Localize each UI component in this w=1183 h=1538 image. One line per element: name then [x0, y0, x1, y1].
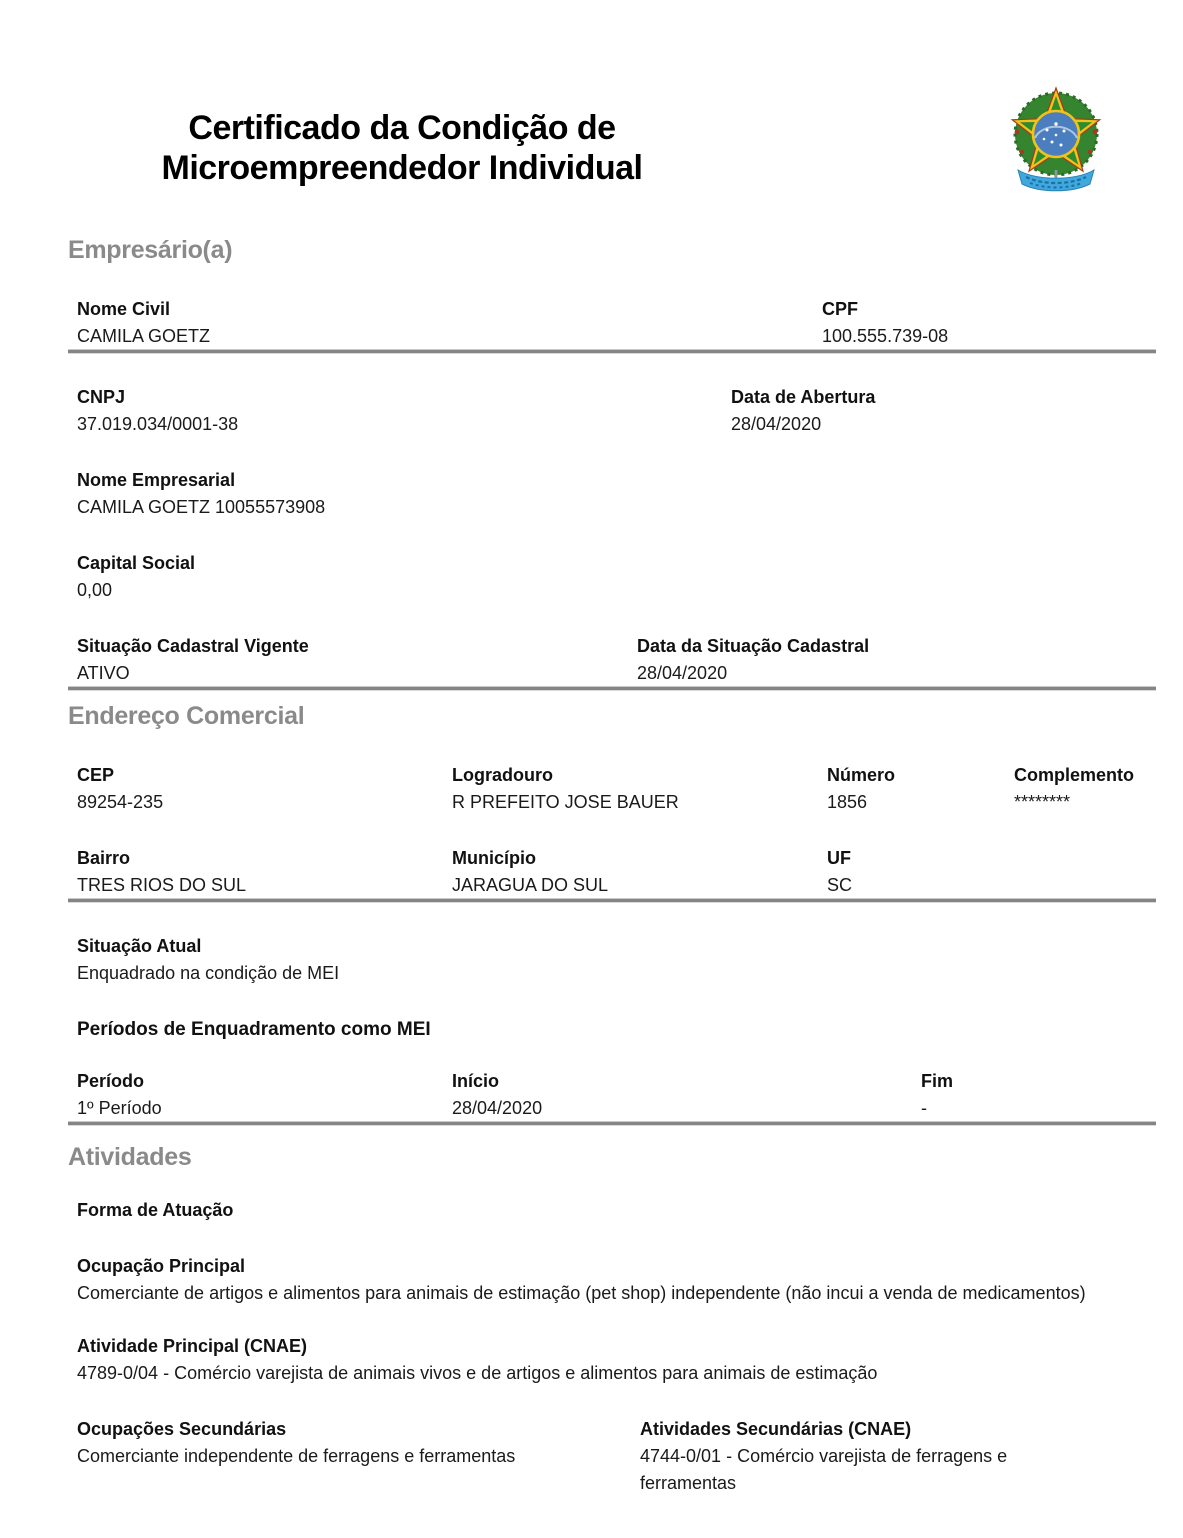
field-complemento — [1014, 762, 1156, 816]
inicio-label: Início — [452, 1071, 500, 1091]
row-periodo — [68, 1068, 1156, 1122]
section-heading-atividades: Atividades — [68, 1143, 192, 1171]
atividades-secundarias-cnae-value: 4744-0/01 - Comércio varejista de ferragens e ferramentas — [640, 1446, 1008, 1493]
field-municipio — [452, 845, 827, 899]
cpf-value: 100.555.739-08 — [822, 326, 949, 346]
cpf-label: CPF — [822, 299, 858, 319]
situacao-cadastral-vigente-value: ATIVO — [77, 663, 130, 683]
field-uf — [827, 845, 1014, 899]
nome-empresarial-label: Nome Empresarial — [77, 470, 236, 490]
field-atividade-principal-cnae — [77, 1333, 1156, 1387]
field-ocupacoes-secundarias — [77, 1416, 640, 1497]
municipio-value: JARAGUA DO SUL — [452, 875, 609, 895]
atividade-principal-cnae-label: Atividade Principal (CNAE) — [77, 1336, 308, 1356]
row-capital-social — [68, 550, 1156, 604]
row-nome-empresarial — [68, 467, 1156, 521]
fim-value: - — [921, 1098, 927, 1118]
field-nome-empresarial — [77, 467, 1156, 521]
certificate-body — [68, 237, 1156, 1497]
atividades-secundarias-cnae-label: Atividades Secundárias (CNAE) — [640, 1419, 912, 1439]
section-divider — [68, 1122, 1156, 1125]
forma-atuacao-label: Forma de Atuação — [77, 1200, 234, 1220]
field-logradouro — [452, 762, 827, 816]
ocupacao-principal-value: Comerciante de artigos e alimentos para animais de estimação (pet shop) independente (não incui a venda de medicamentos) — [77, 1283, 1086, 1303]
row-endereco-1 — [68, 762, 1156, 816]
nome-civil-value: CAMILA GOETZ — [77, 326, 211, 346]
numero-label: Número — [827, 765, 896, 785]
data-abertura-label: Data de Abertura — [731, 387, 876, 407]
bairro-label: Bairro — [77, 848, 131, 868]
ocupacoes-secundarias-value: Comerciante independente de ferragens e ferramentas — [77, 1446, 516, 1466]
ocupacao-principal-label: Ocupação Principal — [77, 1256, 246, 1276]
field-cnpj — [77, 384, 731, 438]
logradouro-value: R PREFEITO JOSE BAUER — [452, 792, 679, 812]
numero-value: 1856 — [827, 792, 868, 812]
situacao-atual-value: Enquadrado na condição de MEI — [77, 963, 340, 983]
section-divider — [68, 350, 1156, 353]
row-cnpj-abertura — [68, 384, 1156, 438]
field-capital-social — [77, 550, 1156, 604]
cep-label: CEP — [77, 765, 115, 785]
page-title — [82, 108, 722, 188]
field-atividades-secundarias-cnae — [640, 1416, 1156, 1497]
row-nome-civil-cpf — [68, 296, 1156, 350]
section-divider — [68, 687, 1156, 690]
row-atividade-principal — [68, 1333, 1156, 1387]
row-forma-atuacao — [68, 1197, 1156, 1224]
uf-value: SC — [827, 875, 853, 895]
row-situacao-cadastral — [68, 633, 1156, 687]
situacao-cadastral-vigente-label: Situação Cadastral Vigente — [77, 636, 309, 656]
cnpj-value: 37.019.034/0001-38 — [77, 414, 239, 434]
inicio-value: 28/04/2020 — [452, 1098, 543, 1118]
periodo-label: Período — [77, 1071, 145, 1091]
field-situacao-cadastral-vigente — [77, 633, 637, 687]
field-periodo — [77, 1068, 452, 1122]
page-title-line2: Microempreendedor Individual — [161, 149, 643, 187]
periodos-heading: Períodos de Enquadramento como MEI — [77, 1019, 431, 1040]
uf-label: UF — [827, 848, 851, 868]
situacao-atual-label: Situação Atual — [77, 936, 202, 956]
page-title-line1: Certificado da Condição de — [188, 109, 616, 147]
ocupacoes-secundarias-label: Ocupações Secundárias — [77, 1419, 287, 1439]
field-data-situacao-cadastral — [637, 633, 1156, 687]
fim-label: Fim — [921, 1071, 954, 1091]
row-endereco-2 — [68, 845, 1156, 899]
cnpj-label: CNPJ — [77, 387, 126, 407]
nome-empresarial-value: CAMILA GOETZ 10055573908 — [77, 497, 326, 517]
field-cpf — [822, 296, 1156, 350]
atividade-principal-cnae-value: 4789-0/04 - Comércio varejista de animais vivos e de artigos e alimentos para animais de estimação — [77, 1363, 878, 1383]
field-nome-civil — [77, 296, 822, 350]
field-cep — [77, 762, 452, 816]
row-situacao-atual — [68, 933, 1156, 987]
field-numero — [827, 762, 1014, 816]
row-ocupacao-principal — [68, 1253, 1156, 1307]
field-situacao-atual — [77, 933, 1156, 987]
brazil-coat-of-arms-icon — [1000, 86, 1112, 196]
section-heading-endereco: Endereço Comercial — [68, 702, 305, 730]
field-inicio — [452, 1068, 921, 1122]
field-ocupacao-principal — [77, 1253, 1156, 1307]
municipio-label: Município — [452, 848, 536, 868]
complemento-value: ******** — [1014, 792, 1071, 812]
field-data-abertura — [731, 384, 1156, 438]
data-situacao-cadastral-value: 28/04/2020 — [637, 663, 728, 683]
nome-civil-label: Nome Civil — [77, 299, 171, 319]
periodo-value: 1º Período — [77, 1098, 162, 1118]
field-fim — [921, 1068, 1156, 1122]
field-bairro — [77, 845, 452, 899]
complemento-label: Complemento — [1014, 765, 1135, 785]
data-situacao-cadastral-label: Data da Situação Cadastral — [637, 636, 870, 656]
row-secundarias — [68, 1416, 1156, 1497]
capital-social-label: Capital Social — [77, 553, 196, 573]
cep-value: 89254-235 — [77, 792, 164, 812]
bairro-value: TRES RIOS DO SUL — [77, 875, 247, 895]
data-abertura-value: 28/04/2020 — [731, 414, 822, 434]
section-divider — [68, 899, 1156, 902]
capital-social-value: 0,00 — [77, 580, 113, 600]
logradouro-label: Logradouro — [452, 765, 553, 785]
certificate-header — [0, 0, 1183, 237]
section-heading-empresario: Empresário(a) — [68, 236, 233, 264]
field-forma-atuacao — [77, 1197, 1156, 1224]
